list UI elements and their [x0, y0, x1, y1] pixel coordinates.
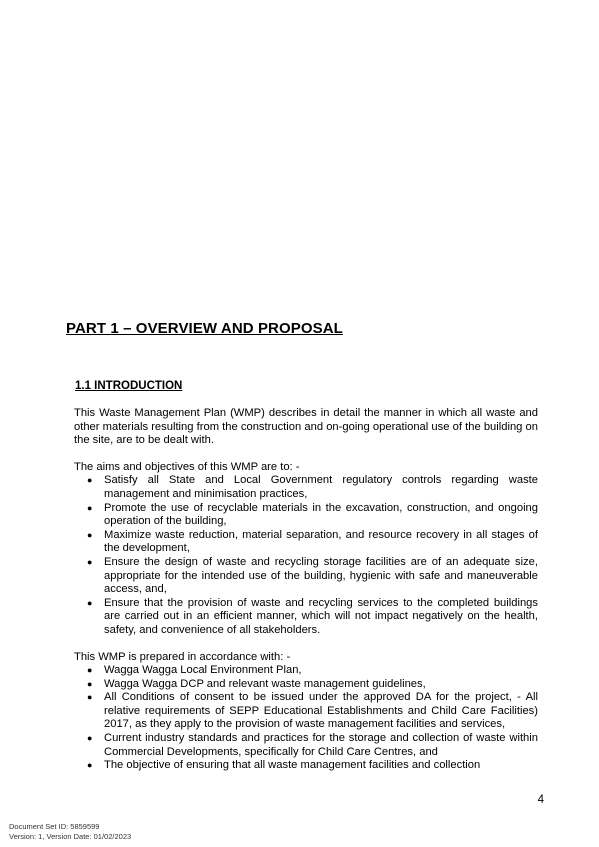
- section-heading: 1.1 INTRODUCTION: [75, 380, 183, 392]
- document-footer: [9, 822, 131, 842]
- accordance-list: [74, 664, 538, 773]
- bullet-icon: ●: [87, 760, 93, 771]
- bullet-icon: ●: [87, 556, 93, 567]
- list-item: [74, 664, 538, 678]
- bullet-icon: ●: [87, 665, 93, 676]
- document-set-id: Document Set ID: 5859599: [9, 822, 100, 831]
- list-item-text: Promote the use of recyclable materials in the excavation, construction, and ongoing operation of the building,: [104, 501, 538, 528]
- document-body: [74, 407, 538, 773]
- part-heading: PART 1 – OVERVIEW AND PROPOSAL: [66, 320, 343, 337]
- bullet-icon: ●: [87, 502, 93, 513]
- version-line: Version: 1, Version Date: 01/02/2023: [9, 832, 132, 841]
- list-item: [74, 759, 538, 773]
- bullet-icon: ●: [87, 733, 93, 744]
- page-number: 4: [537, 794, 544, 806]
- list-item-text: Ensure the design of waste and recycling storage facilities are of an adequate size, appropriate for the intended use of the building, hygienic with safe and maneuverable access, and,: [104, 555, 538, 596]
- list-item: [74, 502, 538, 529]
- list-item: [74, 732, 538, 759]
- aims-intro: The aims and objectives of this WMP are to: -: [74, 460, 300, 473]
- list-item: [74, 691, 538, 732]
- list-item: [74, 529, 538, 556]
- accordance-intro: This WMP is prepared in accordance with: -: [74, 650, 291, 663]
- bullet-icon: ●: [87, 692, 93, 703]
- intro-paragraph: This Waste Management Plan (WMP) describes in detail the manner in which all waste and other materials resulting from the construction and on-going operational use of the building on the site, are to be dealt with.: [74, 407, 538, 447]
- list-item: [74, 556, 538, 597]
- list-item-text: Satisfy all State and Local Government regulatory controls regarding waste management and minimisation practices,: [104, 474, 538, 500]
- list-item-text: All Conditions of consent to be issued under the approved DA for the project, - All relative requirements of SEPP Educational Establishments and Child Care Facilities) 2017, as they apply to the provision of waste management facilities and services,: [104, 691, 538, 731]
- list-item-text: Current industry standards and practices for the storage and collection of waste within Commercial Developments, specifically for Child Care Centres, and: [104, 732, 538, 758]
- bullet-icon: ●: [87, 475, 93, 486]
- list-item-text: Ensure that the provision of waste and recycling services to the completed buildings are carried out in an efficient manner, which will not impact negatively on the health, safety, and convenience of all stakeholders.: [104, 596, 538, 636]
- list-item-text: Wagga Wagga Local Environment Plan,: [104, 664, 302, 677]
- list-item-text: Wagga Wagga DCP and relevant waste management guidelines,: [104, 677, 426, 690]
- bullet-icon: ●: [87, 597, 93, 608]
- list-item-text: Maximize waste reduction, material separation, and resource recovery in all stages of the development,: [104, 528, 538, 555]
- list-item: [74, 474, 538, 501]
- list-item: [74, 597, 538, 638]
- bullet-icon: ●: [87, 678, 93, 689]
- list-item-text: The objective of ensuring that all waste management facilities and collection: [104, 759, 481, 772]
- list-item: [74, 678, 538, 692]
- bullet-icon: ●: [87, 529, 93, 540]
- aims-list: [74, 474, 538, 637]
